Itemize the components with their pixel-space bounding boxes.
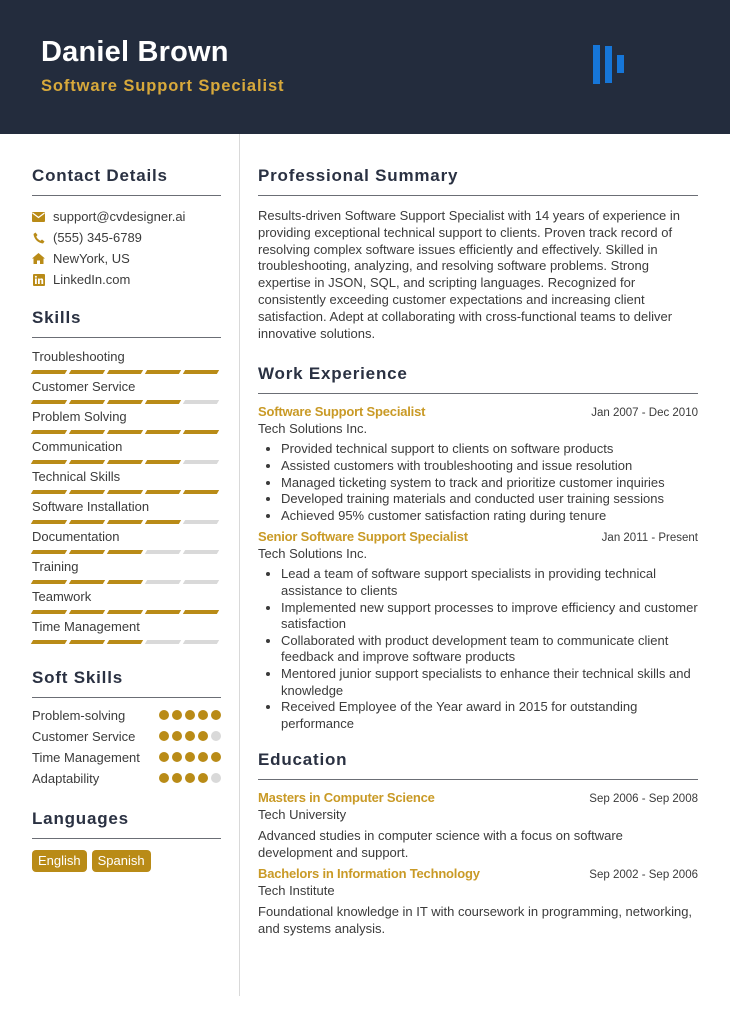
job-entry <box>258 404 698 524</box>
skill-level-segment <box>69 370 105 374</box>
skill-level-segment <box>69 580 105 584</box>
right-column <box>258 134 698 938</box>
skill-level-segment <box>183 430 219 434</box>
soft-skill-name: Problem-solving <box>32 708 126 723</box>
skill-name: Communication <box>32 439 123 454</box>
job-company: Tech Solutions Inc. <box>258 546 368 562</box>
skill-level-segment <box>107 370 143 374</box>
contact-phone-text: (555) 345-6789 <box>53 230 142 245</box>
rating-dot-icon <box>185 731 195 741</box>
soft-skill-rating <box>159 729 221 745</box>
rating-dot-icon <box>159 710 169 720</box>
skill-name: Technical Skills <box>32 469 121 484</box>
skill-level-segment <box>107 640 143 644</box>
skill-item <box>32 618 221 648</box>
rating-dot-icon <box>198 710 208 720</box>
job-bullet: • Lead a team of software support specialists in providing technical assistance to clients <box>281 566 698 599</box>
degree-date: Sep 2006 - Sep 2008 <box>589 793 698 806</box>
skill-name: Teamwork <box>32 589 92 604</box>
rating-dot-icon <box>172 731 182 741</box>
school-name: Tech Institute <box>258 883 335 899</box>
skill-level-segment <box>107 520 143 524</box>
contact-section <box>32 166 221 290</box>
job-date: Jan 2007 - Dec 2010 <box>591 407 698 420</box>
skill-level-segment <box>145 370 181 374</box>
skill-level-segment <box>107 460 143 464</box>
skill-level-segment <box>107 550 143 554</box>
job-bullets <box>258 566 698 732</box>
bar-logo-icon <box>593 45 635 85</box>
skill-level-segment <box>183 550 219 554</box>
job-bullet: • Provided technical support to clients on software products <box>281 441 698 458</box>
rating-dot-icon <box>172 773 182 783</box>
skill-level-segment <box>31 520 67 524</box>
skill-item <box>32 408 221 438</box>
skill-level-bar <box>32 576 221 588</box>
skill-level-segment <box>31 580 67 584</box>
skill-level-segment <box>69 640 105 644</box>
skill-level-segment <box>183 490 219 494</box>
rating-dot-icon <box>159 752 169 762</box>
skill-level-segment <box>183 400 219 404</box>
skill-item <box>32 558 221 588</box>
section-title: Education <box>258 750 698 780</box>
job-bullet: • Received Employee of the Year award in 2015 for outstanding performance <box>281 699 698 732</box>
candidate-role: Software Support Specialist <box>41 77 285 95</box>
soft-skill-name: Adaptability <box>32 771 100 786</box>
skill-level-segment <box>31 430 67 434</box>
skill-item <box>32 348 221 378</box>
degree-title: Bachelors in Information Technology <box>258 866 480 882</box>
skill-name: Software Installation <box>32 499 150 514</box>
skill-level-segment <box>31 460 67 464</box>
job-bullet: • Managed ticketing system to track and prioritize customer inquiries <box>281 475 698 492</box>
skill-level-segment <box>31 640 67 644</box>
soft-skill-item <box>32 729 221 745</box>
rating-dot-icon <box>211 773 221 783</box>
skill-level-segment <box>183 460 219 464</box>
skill-item <box>32 528 221 558</box>
skill-level-bar <box>32 606 221 618</box>
skill-level-segment <box>69 490 105 494</box>
skill-level-segment <box>69 460 105 464</box>
rating-dot-icon <box>198 731 208 741</box>
skill-item <box>32 438 221 468</box>
job-title: Software Support Specialist <box>258 404 426 420</box>
school-name: Tech University <box>258 807 347 823</box>
soft-skill-item <box>32 750 221 766</box>
skill-level-segment <box>107 490 143 494</box>
soft-skill-rating <box>159 708 221 724</box>
skill-level-segment <box>69 610 105 614</box>
work-section <box>258 364 698 732</box>
phone-icon <box>32 231 45 244</box>
skill-level-segment <box>145 550 181 554</box>
contact-location-text: NewYork, US <box>53 251 130 266</box>
languages-section <box>32 809 221 872</box>
job-bullet: • Assisted customers with troubleshooting and issue resolution <box>281 458 698 475</box>
linkedin-icon <box>32 273 45 286</box>
skill-level-segment <box>145 520 181 524</box>
job-bullet: • Collaborated with product development team to communicate client feedback and improve software products <box>281 633 698 666</box>
skill-item <box>32 468 221 498</box>
rating-dot-icon <box>198 773 208 783</box>
soft-skill-item <box>32 771 221 787</box>
degree-title: Masters in Computer Science <box>258 790 435 806</box>
skill-level-segment <box>69 430 105 434</box>
skill-name: Training <box>32 559 79 574</box>
skill-item <box>32 378 221 408</box>
skill-item <box>32 588 221 618</box>
contact-phone[interactable] <box>32 227 221 248</box>
skill-level-bar <box>32 486 221 498</box>
skill-name: Customer Service <box>32 379 136 394</box>
section-title: Skills <box>32 308 221 338</box>
education-entry <box>258 790 698 861</box>
job-bullet: • Developed training materials and conducted user training sessions <box>281 491 698 508</box>
job-bullets <box>258 441 698 524</box>
job-company: Tech Solutions Inc. <box>258 421 368 437</box>
skill-level-bar <box>32 456 221 468</box>
skill-level-segment <box>183 640 219 644</box>
rating-dot-icon <box>211 752 221 762</box>
summary-text: Results-driven Software Support Specialist with 14 years of experience in providing exceptional technical support to clients. Proven track record of resolving complex software issues efficiently and effectively. Skilled in troubleshooting, analyzing, and resolving software problems. Strong expertise in JSON, SQL, and scripting languages. Recognized for consistently exceeding customer expectations and increasing client satisfaction. Adept at collaborating with cross-functional teams to deliver innovative solutions. <box>258 208 680 341</box>
skill-level-segment <box>183 370 219 374</box>
skill-name: Documentation <box>32 529 120 544</box>
skill-level-segment <box>69 400 105 404</box>
section-title: Soft Skills <box>32 668 221 698</box>
skill-level-segment <box>145 580 181 584</box>
skill-level-segment <box>31 490 67 494</box>
skill-level-segment <box>31 610 67 614</box>
left-column <box>32 134 221 872</box>
skill-level-segment <box>145 490 181 494</box>
rating-dot-icon <box>159 731 169 741</box>
skill-level-bar <box>32 366 221 378</box>
skill-level-segment <box>145 400 181 404</box>
contact-linkedin-text: LinkedIn.com <box>53 272 131 287</box>
skill-level-segment <box>183 580 219 584</box>
contact-location <box>32 248 221 269</box>
rating-dot-icon <box>185 752 195 762</box>
education-entry <box>258 866 698 937</box>
column-divider <box>239 134 240 996</box>
skill-level-segment <box>107 400 143 404</box>
skill-level-bar <box>32 516 221 528</box>
rating-dot-icon <box>211 710 221 720</box>
skill-item <box>32 498 221 528</box>
skill-level-segment <box>107 610 143 614</box>
soft-skill-name: Time Management <box>32 750 140 765</box>
job-bullet: • Implemented new support processes to improve efficiency and customer satisfaction <box>281 600 698 633</box>
soft-skill-item <box>32 708 221 724</box>
skill-level-segment <box>31 370 67 374</box>
contact-linkedin[interactable] <box>32 269 221 290</box>
job-bullet: • Achieved 95% customer satisfaction rating during tenure <box>281 508 698 525</box>
skills-section <box>32 308 221 648</box>
degree-date: Sep 2002 - Sep 2006 <box>589 869 698 882</box>
skill-level-segment <box>69 520 105 524</box>
skill-level-segment <box>145 640 181 644</box>
soft-skills-section <box>32 668 221 787</box>
skill-level-segment <box>145 460 181 464</box>
rating-dot-icon <box>172 710 182 720</box>
rating-dot-icon <box>159 773 169 783</box>
language-badge: Spanish <box>92 850 151 872</box>
resume-header <box>0 0 730 134</box>
skill-level-segment <box>107 580 143 584</box>
section-title: Contact Details <box>32 166 221 196</box>
rating-dot-icon <box>185 710 195 720</box>
skill-level-segment <box>183 610 219 614</box>
job-title: Senior Software Support Specialist <box>258 529 468 545</box>
skill-level-bar <box>32 426 221 438</box>
section-title: Languages <box>32 809 221 839</box>
contact-email[interactable] <box>32 206 221 227</box>
degree-description: Advanced studies in computer science with a focus on software development and support. <box>258 828 623 860</box>
rating-dot-icon <box>185 773 195 783</box>
skill-level-bar <box>32 546 221 558</box>
soft-skill-rating <box>159 771 221 787</box>
skill-name: Troubleshooting <box>32 349 125 364</box>
summary-section <box>258 166 698 342</box>
skill-level-segment <box>107 430 143 434</box>
job-entry <box>258 529 698 732</box>
job-bullet: • Mentored junior support specialists to enhance their technical skills and knowledge <box>281 666 698 699</box>
skill-level-segment <box>145 610 181 614</box>
candidate-name: Daniel Brown <box>41 36 229 68</box>
rating-dot-icon <box>211 731 221 741</box>
envelope-icon <box>32 210 45 223</box>
skill-level-segment <box>183 520 219 524</box>
soft-skill-rating <box>159 750 221 766</box>
soft-skill-name: Customer Service <box>32 729 136 744</box>
skill-level-bar <box>32 396 221 408</box>
skill-level-segment <box>145 430 181 434</box>
rating-dot-icon <box>172 752 182 762</box>
skill-name: Problem Solving <box>32 409 127 424</box>
rating-dot-icon <box>198 752 208 762</box>
skill-level-segment <box>31 550 67 554</box>
education-section <box>258 750 698 937</box>
job-date: Jan 2011 - Present <box>601 532 698 545</box>
skill-level-bar <box>32 636 221 648</box>
skill-level-segment <box>31 400 67 404</box>
degree-description: Foundational knowledge in IT with coursework in programming, networking, and systems analysis. <box>258 904 693 937</box>
skill-level-segment <box>69 550 105 554</box>
skill-name: Time Management <box>32 619 140 634</box>
section-title: Work Experience <box>258 364 698 394</box>
section-title: Professional Summary <box>258 166 698 196</box>
home-icon <box>32 252 45 265</box>
contact-email-text: support@cvdesigner.ai <box>53 209 186 224</box>
language-badge: English <box>32 850 87 872</box>
